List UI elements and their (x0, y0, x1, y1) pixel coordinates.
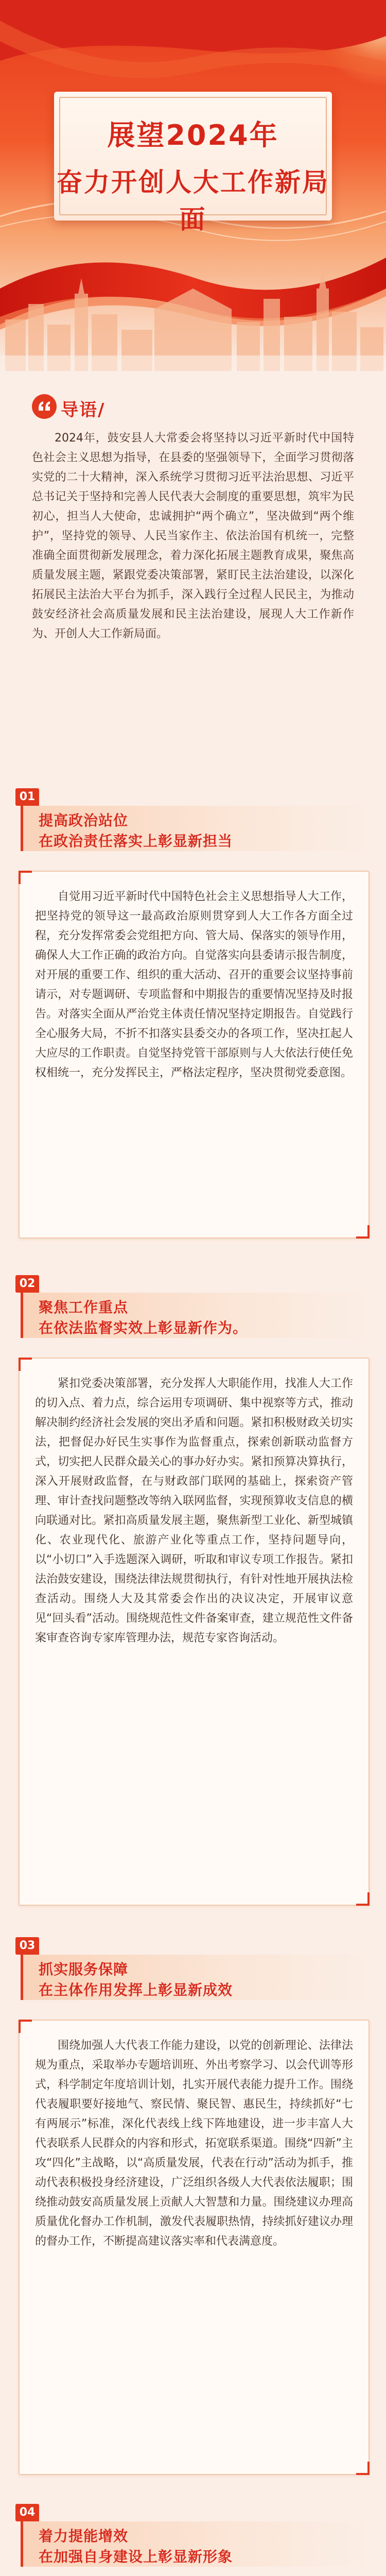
section-03-header (15, 1937, 371, 1998)
section-01-header (15, 788, 371, 850)
section-title: 聚焦工作重点 (39, 1299, 129, 1316)
preface-heading: 导语/ (61, 400, 106, 420)
section-number-badge: 02 (15, 1275, 39, 1293)
page-title: 展望2024年 (107, 119, 279, 151)
section-number-badge: 04 (15, 2504, 39, 2521)
section-title-bar (21, 806, 373, 851)
section-04-header (15, 2504, 371, 2565)
section-number-badge: 01 (15, 788, 39, 806)
section-02-header (15, 1275, 371, 1336)
page-subtitle: 奋力开创人大工作新局面 (57, 167, 329, 234)
section-subtitle: 在政治责任落实上彰显新担当 (39, 833, 233, 850)
city-skyline-icon (0, 258, 386, 371)
section-subtitle: 在主体作用发挥上彰显新成效 (39, 1981, 233, 1998)
section-subtitle: 在依法监督实效上彰显新作为。 (39, 1319, 248, 1336)
section-body: 围绕加强人大代表工作能力建设，以党的创新理论、法律法规为重点，采取举办专题培训班、外出考察学习、以会代训等形式，科学制定年度培训计划，扎实开展代表能力提升工作。围绕代表履职要好接地气、察民情、聚民智、惠民生，持续抓好“七有两展示”标准，深化代表线上线下阵地建设，进一步丰富人大代表联系人民群众的内容和形式，拓宽联系渠道。围绕“四新”主攻“四化”主战略，以“高质量发展，代表在行动”活动为抓手，推动代表积极投身经济建设，广泛组织各级人大代表依法履职；围绕推动鼓安高质量发展上贡献人大智慧和力量。围绕建议办理高质量优化督办工作机制，激发代表履职热情，持续抓好建议办理的督办工作，不断提高建议落实率和代表满意度。 (35, 2039, 353, 2248)
section-02-card (19, 1358, 370, 1906)
section-title: 抓实服务保障 (39, 1961, 129, 1978)
preface-text: 2024年，鼓安县人大常委会将坚持以习近平新时代中国特色社会主义思想为指导，在县委的坚强领导下，全面学习贯彻落实党的二十大精神，深入系统学习贯彻习近平法治思想、习近平总书记关于坚持和完善人民代表大会制度的重要思想，筑牢为民初心，担当人大使命，忠诚拥护“两个确立”，坚决做到“两个维护”，坚持党的领导、人民当家作主、依法治国有机统一，完整准确全面贯彻新发展理念，着力深化拓展主题教育成果，聚焦高质量发展主题，紧跟党委决策部署，紧盯民主法治建设，以深化拓展民主法治大平台为抓手，深入践行全过程人民民主，为推动鼓安经济社会高质量发展和民主法治建设，展现人大工作新作为、开创人大工作新局面。 (32, 432, 354, 640)
quote-mark-icon (31, 393, 58, 420)
section-title: 着力提能增效 (39, 2528, 129, 2545)
section-subtitle: 在加强自身建设上彰显新形象 (39, 2548, 233, 2565)
section-title-bar (21, 1293, 373, 1338)
section-01-card (19, 871, 370, 1239)
section-body: 紧扣党委决策部署，充分发挥人大职能作用，找准人大工作的切入点、着力点，综合运用专项调研、集中视察等方式，推动解决制约经济社会发展的突出矛盾和问题。紧扣积极财政关切实法，把督促办好民生实事作为监督重点，探索创新联动监督方式，切实把人民群众最关心的事办好办实。紧扣预算决算执行，深入开展财政监督，在与财政部门联网的基础上，探索资产管理、审计查找问题整改等纳入联网监督，实现预算收支信息的横向联通对比。紧扣高质量发展主题，聚焦新型工业化、新型城镇化、农业现代化、旅游产业化等重点工作，坚持问题导向，以“小切口”入手选题深入调研，听取和审议专项工作报告。紧扣法治鼓安建设，围绕法律法规贯彻执行，有针对性地开展执法检查活动。围绕人大及其常委会作出的决议决定，开展审议意见“回头看”活动。围绕规范性文件备案审查，建立规范性文件备案审查咨询专家库管理办法，规范专家咨询活动。 (35, 1377, 353, 1645)
section-title: 提高政治站位 (39, 812, 129, 829)
section-03-card (19, 2020, 370, 2475)
section-title-bar (21, 1955, 373, 2000)
header-banner (0, 0, 386, 371)
section-number-badge: 03 (15, 1937, 39, 1955)
title-plate (54, 92, 332, 234)
section-body: 自觉用习近平新时代中国特色社会主义思想指导人大工作，把坚持党的领导这一最高政治原则贯穿到人大工作各方面全过程，充分发挥常委会党组把方向、管大局、保落实的领导作用，确保人大工作正确的政治方向。自觉落实向县委请示报告制度，对开展的重要工作、组织的重大活动、召开的重要会议坚持事前请示，对专题调研、专项监督和中期报告的重要情况坚持及时报告。对落实全面从严治党主体责任情况坚持定期报告。自觉践行全心服务大局，不折不扣落实县委交办的各项工作，坚决扛起人大应尽的工作职责。自觉坚持党管干部原则与人大依法行使任免权相统一，充分发挥民主，严格法定程序，坚决贯彻党委意图。 (35, 890, 353, 1079)
section-title-bar (21, 2521, 373, 2567)
